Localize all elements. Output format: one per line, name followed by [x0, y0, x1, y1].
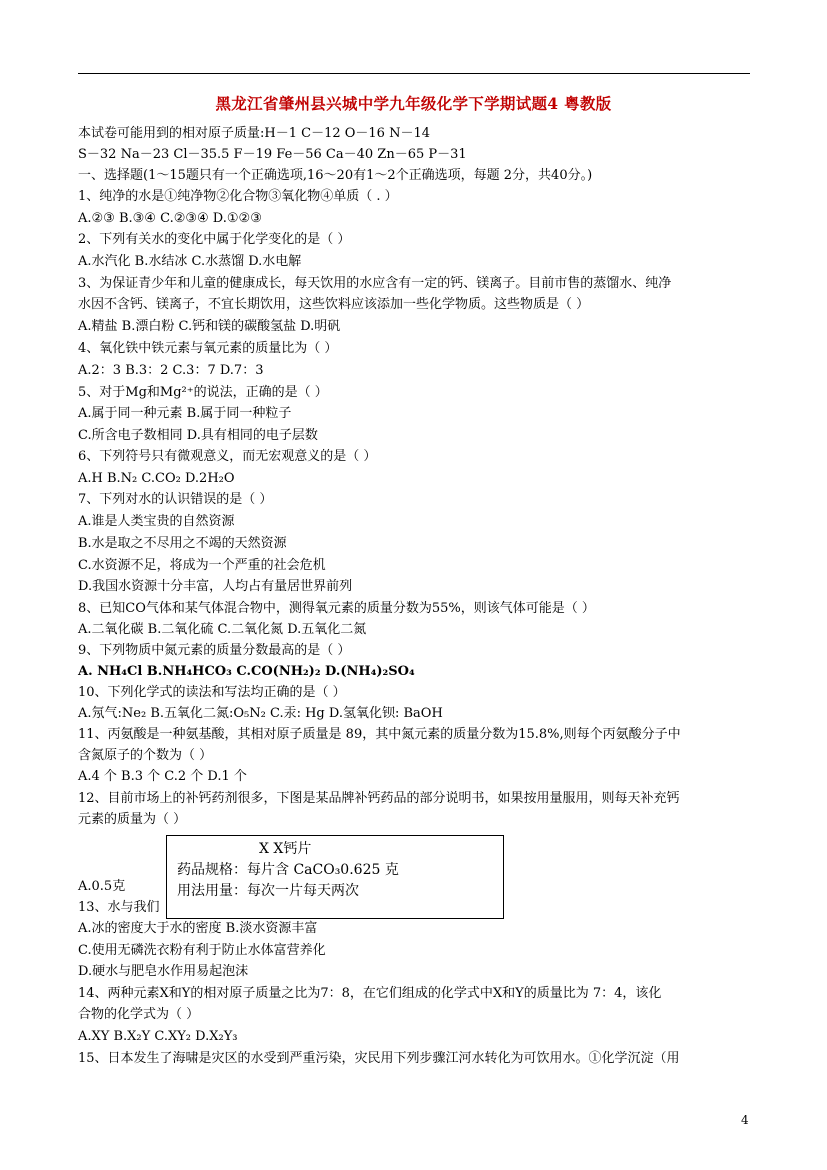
text-line: A.4 个 B.3 个 C.2 个 D.1 个 — [78, 769, 247, 784]
text-line: 合物的化学式为（ ） — [78, 1007, 200, 1022]
text-line: A.0.5克 — [78, 879, 126, 894]
text-line: 4、氧化铁中铁元素与氧元素的质量比为（ ） — [78, 341, 338, 356]
text-line: C.使用无磷洗衣粉有利于防止水体富营养化 — [78, 943, 326, 958]
text-line: A.谁是人类宝贵的自然资源 — [78, 514, 235, 529]
text-line: 7、下列对水的认识错误的是（ ） — [78, 492, 273, 507]
text-line: 11、丙氨酸是一种氨基酸，其相对原子质量是 89，其中氮元素的质量分数为15.8%,则每个丙氨酸分子中 — [78, 727, 681, 742]
text-line: B.水是取之不尽用之不竭的天然资源 — [78, 536, 287, 551]
text-line: 含氮原子的个数为（ ） — [78, 748, 213, 763]
text-line: A.H B.N₂ C.CO₂ D.2H₂O — [78, 471, 235, 486]
text-line: A.属于同一种元素 B.属于同一种粒子 — [78, 406, 292, 421]
text-line: S－32 Na－23 Cl－35.5 F－19 Fe－56 Ca－40 Zn－65 P－31 — [78, 147, 467, 162]
text-line: D.我国水资源十分丰富，人均占有量居世界前列 — [78, 579, 353, 594]
text-line: 1、纯净的水是①纯净物②化合物③氧化物④单质（ . ） — [78, 189, 398, 204]
text-line: 一、选择题(1～15题只有一个正确选项,16～20有1～2个正确选项，每题 2分，共40分。) — [78, 168, 593, 183]
text-line: 12、目前市场上的补钙药剂很多，下图是某品牌补钙药品的部分说明书，如果按用量服用，则每天补充钙 — [78, 791, 680, 806]
text-line: A.XY B.X₂Y C.XY₂ D.X₂Y₃ — [78, 1029, 238, 1044]
text-line: 5、对于Mg和Mg²⁺的说法，正确的是（ ） — [78, 385, 328, 400]
text-line: A.氖气:Ne₂ B.五氧化二氮:O₅N₂ C.汞: Hg D.氢氧化钡: BaOH — [78, 706, 443, 721]
medicine-label-spec: 药品规格：每片含 CaCO₃0.625 克 — [177, 862, 399, 878]
text-line: A.水汽化 B.水结冰 C.水蒸馏 D.水电解 — [78, 254, 302, 269]
medicine-label-box — [166, 835, 504, 919]
text-line: A.冰的密度大于水的密度 B.淡水资源丰富 — [78, 921, 318, 936]
text-line: 8、已知CO气体和某气体混合物中，测得氧元素的质量分数为55%，则该气体可能是（ ） — [78, 601, 595, 616]
text-line: A.精盐 B.漂白粉 C.钙和镁的碳酸氢盐 D.明矾 — [78, 319, 341, 334]
text-line: 15、日本发生了海啸是灾区的水受到严重污染，灾民用下列步骤江河水转化为可饮用水。①化学沉淀（用 — [78, 1051, 680, 1066]
text-line: 元素的质量为（ ） — [78, 812, 187, 827]
text-line: 14、两种元素X和Y的相对原子质量之比为7：8，在它们组成的化学式中X和Y的质量比为 7：4，该化 — [78, 986, 662, 1001]
text-line: 9、下列物质中氮元素的质量分数最高的是（ ） — [78, 643, 351, 658]
text-line: C.水资源不足，将成为一个严重的社会危机 — [78, 558, 326, 573]
text-line: 本试卷可能用到的相对原子质量:H－1 C－12 O－16 N－14 — [78, 126, 430, 141]
text-line: A.二氧化碳 B.二氧化硫 C.二氧化氮 D.五氧化二氮 — [78, 622, 367, 637]
text-line: 3、为保证青少年和儿童的健康成长，每天饮用的水应含有一定的钙、镁离子。目前市售的蒸馏水、纯净 — [78, 276, 672, 291]
text-line: C.所含电子数相同 D.具有相同的电子层数 — [78, 428, 318, 443]
text-line: 13、水与我们 — [78, 900, 160, 915]
text-line: D.硬水与肥皂水作用易起泡沫 — [78, 964, 249, 979]
text-line: A.②③ B.③④ C.②③④ D.①②③ — [78, 211, 262, 226]
text-line: 水因不含钙、镁离子，不宜长期饮用，这些饮料应该添加一些化学物质。这些物质是（ ） — [78, 297, 590, 312]
text-line: 10、下列化学式的读法和写法均正确的是（ ） — [78, 685, 346, 700]
text-line: 2、下列有关水的变化中属于化学变化的是（ ） — [78, 232, 351, 247]
document-title: 黑龙江省肇州县兴城中学九年级化学下学期试题4 粤教版 — [215, 94, 612, 113]
text-line: A. NH₄Cl B.NH₄HCO₃ C.CO(NH₂)₂ D.(NH₄)₂SO₄ — [78, 664, 415, 679]
text-line: 6、下列符号只有微观意义，而无宏观意义的是（ ） — [78, 449, 377, 464]
medicine-label-usage: 用法用量：每次一片每天两次 — [177, 883, 359, 899]
text-line: A.2：3 B.3：2 C.3：7 D.7：3 — [78, 363, 264, 378]
page-number: 4 — [741, 1113, 749, 1127]
header-rule — [78, 73, 750, 74]
medicine-label-title: X X钙片 — [259, 841, 312, 857]
